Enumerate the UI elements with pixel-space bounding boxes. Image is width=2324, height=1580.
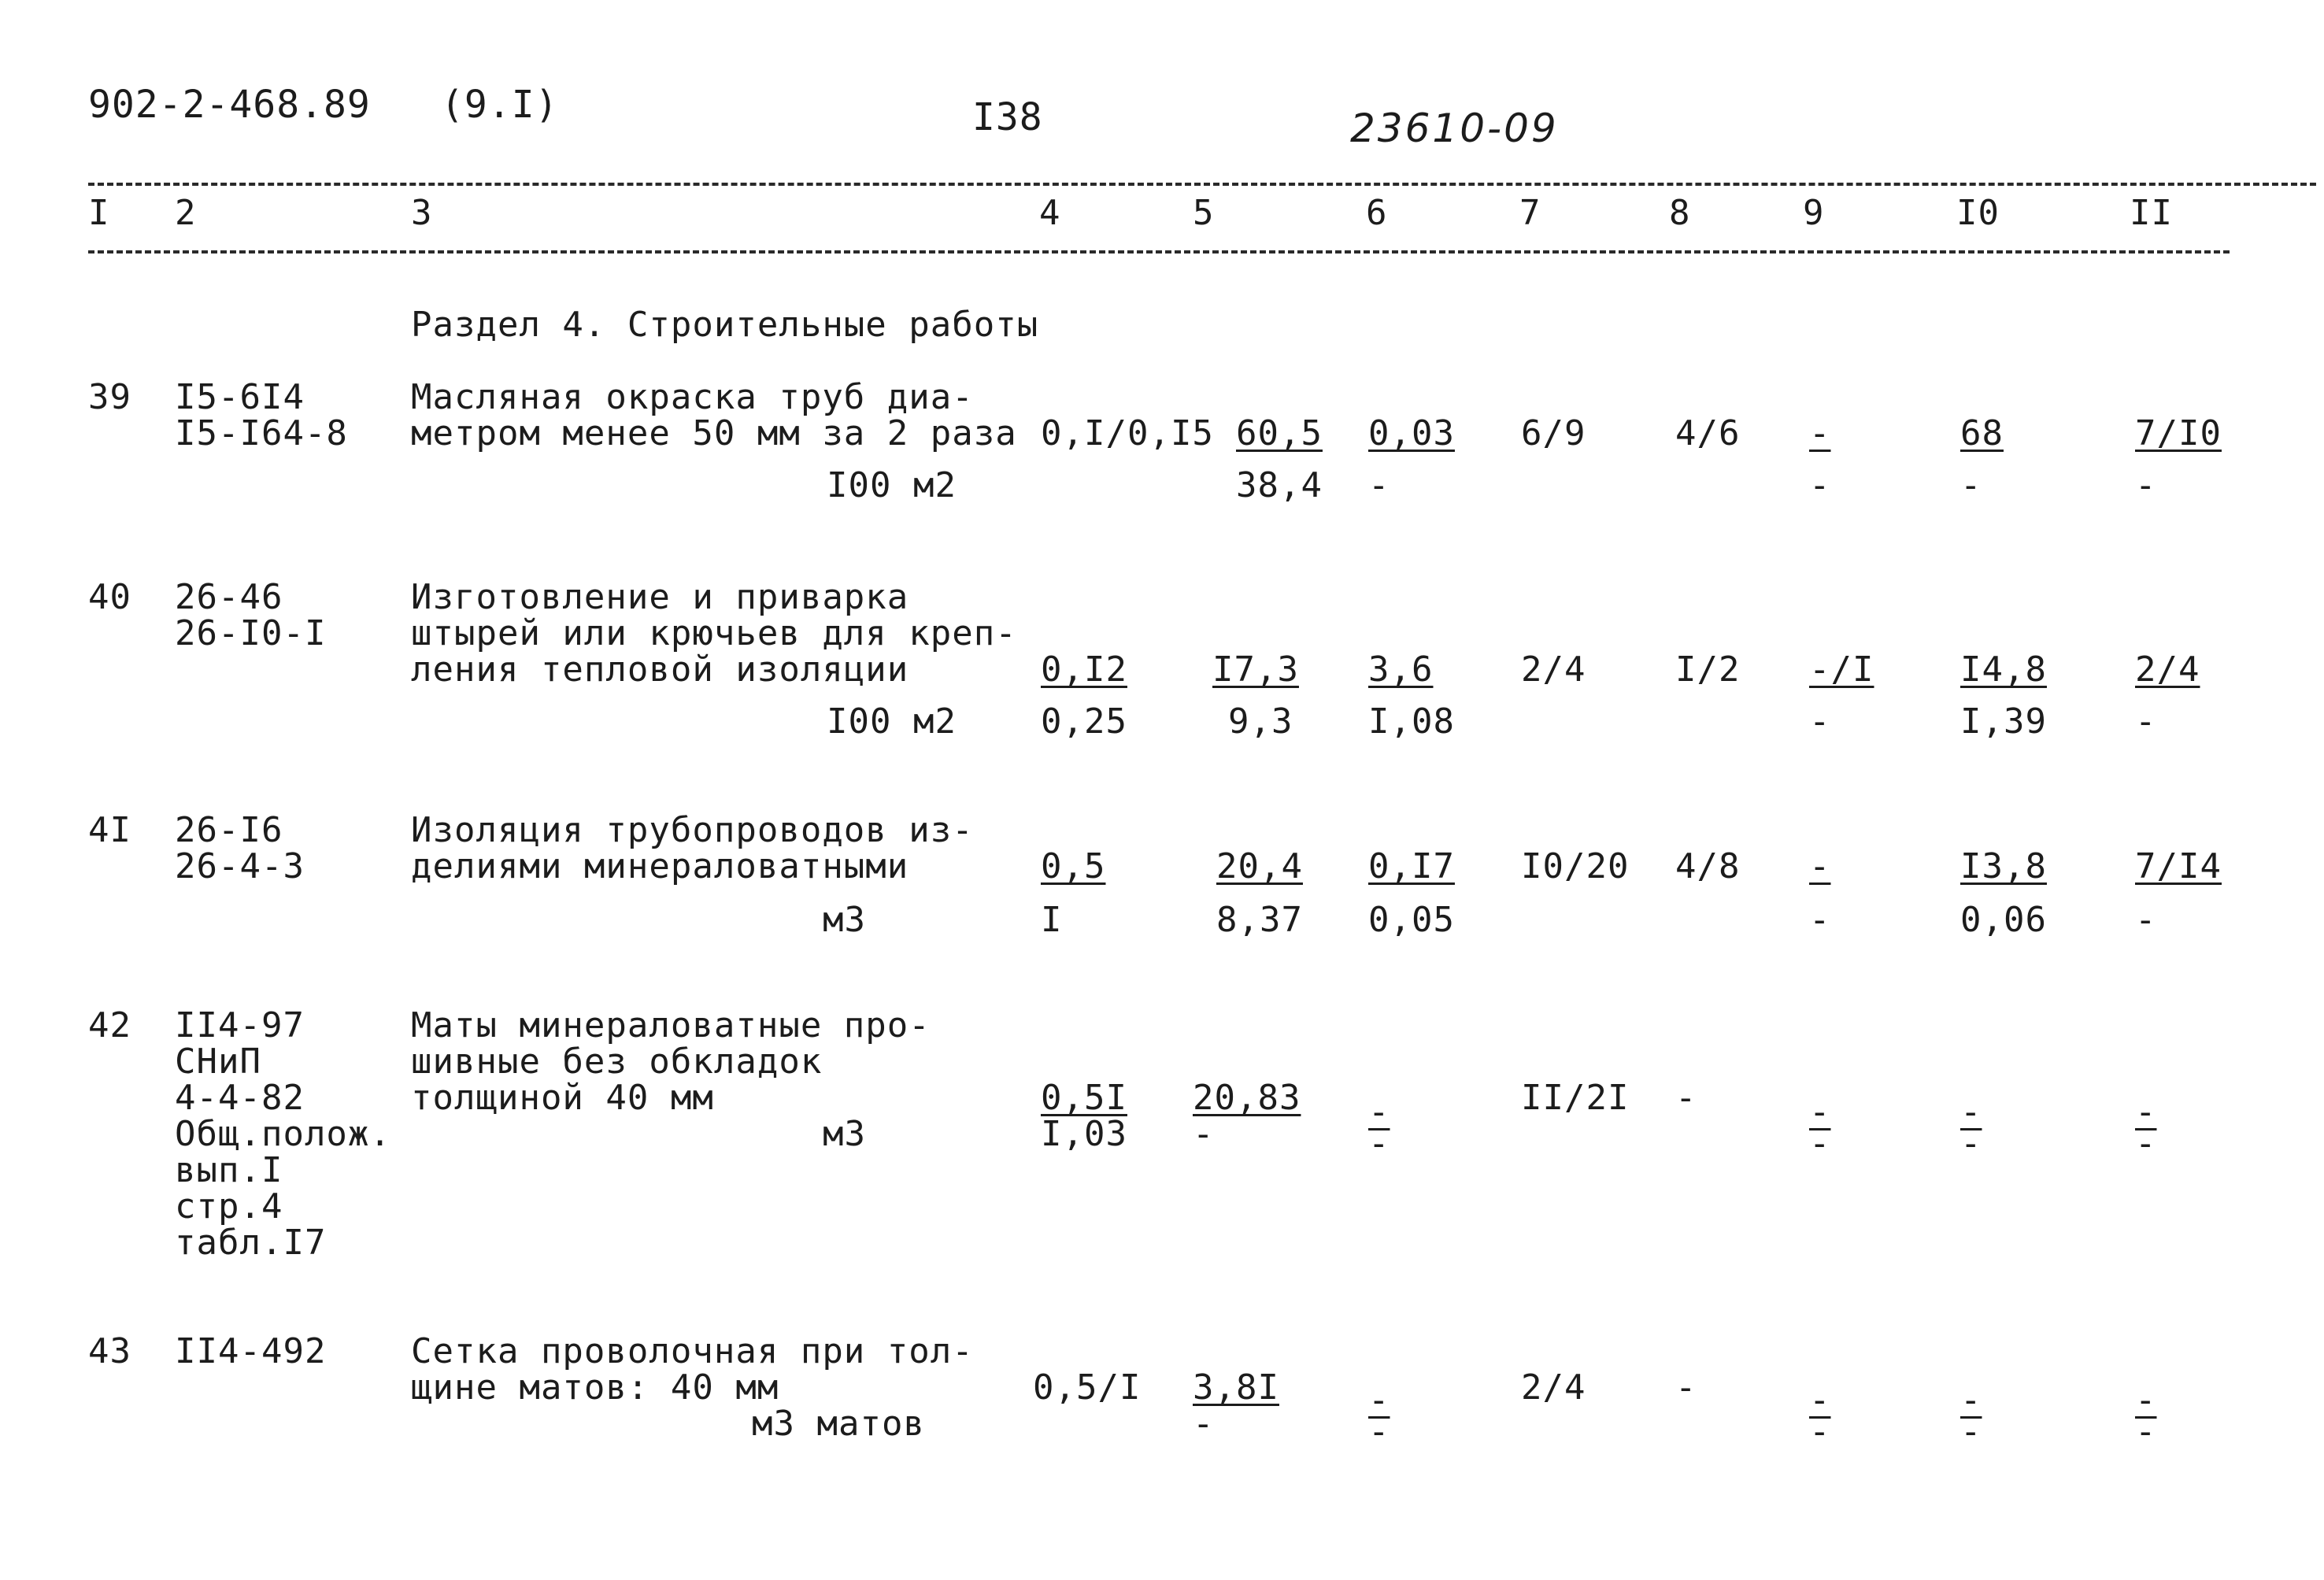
row-code: Общ.полож.	[175, 1114, 391, 1154]
cell-col9-top: -	[1809, 846, 1831, 886]
col-header-8: 8	[1669, 193, 1691, 233]
cell-col9-top: -	[1809, 1092, 1831, 1132]
col-header-11: II	[2130, 193, 2173, 233]
cell-col9-top: -	[1809, 1380, 1831, 1420]
row-description: толщиной 40 мм	[411, 1078, 714, 1118]
cell-col4-bottom: 0,25	[1041, 701, 1127, 742]
cell-col7: 6/9	[1521, 413, 1586, 453]
row-description: штырей или крючьев для креп-	[411, 613, 1017, 653]
row-description: Изготовление и приварка	[411, 577, 909, 617]
cell-col9-bottom: -	[1809, 900, 1831, 940]
col-header-4: 4	[1039, 193, 1061, 233]
cell-col11-top: -	[2135, 1380, 2157, 1420]
row-number: 42	[88, 1005, 131, 1045]
cell-col11-bottom: -	[2135, 1412, 2157, 1452]
cell-col4-bottom: I	[1041, 900, 1063, 940]
cell-col6-bottom: -	[1368, 1412, 1390, 1452]
cell-col5-bottom: -	[1193, 1114, 1215, 1154]
cell-col10-bottom: -	[1960, 1412, 1982, 1452]
cell-col4: 0,5/I	[1033, 1367, 1142, 1408]
cell-col8: -	[1675, 1078, 1697, 1118]
cell-col9-bottom: -	[1809, 465, 1831, 505]
row-unit: м3	[823, 1114, 866, 1154]
cell-col10-top: -	[1960, 1092, 1982, 1132]
row-description: Масляная окраска труб диа-	[411, 377, 974, 417]
row-description: Изоляция трубопроводов из-	[411, 810, 974, 850]
row-code: 26-4-3	[175, 846, 305, 886]
cell-col8: 4/6	[1675, 413, 1741, 453]
row-code: I5-I64-8	[175, 413, 348, 453]
section-title: Раздел 4. Строительные работы	[411, 305, 1039, 345]
row-code: стр.4	[175, 1186, 283, 1227]
row-code: I5-6I4	[175, 377, 305, 417]
cell-col5-top: 3,8I	[1193, 1367, 1279, 1408]
row-number: 4I	[88, 810, 131, 850]
doc-code: 902-2-468.89	[88, 83, 371, 127]
row-unit: м3 матов	[752, 1404, 925, 1444]
cell-col10-bottom: -	[1960, 1123, 1982, 1164]
cell-col8: I/2	[1675, 649, 1741, 690]
cell-col11-bottom: -	[2135, 465, 2157, 505]
cell-col11-top: 7/I4	[2135, 846, 2222, 886]
cell-col10-top: I4,8	[1960, 649, 2047, 690]
header-top-rule	[88, 183, 2316, 186]
cell-col6-top: -	[1368, 1092, 1390, 1132]
cell-col5-top: I7,3	[1212, 649, 1299, 690]
cell-col9-top: -	[1809, 413, 1831, 453]
cell-col7: 2/4	[1521, 649, 1586, 690]
row-description: щине матов: 40 мм	[411, 1367, 779, 1408]
row-description: Маты минераловатные про-	[411, 1005, 931, 1045]
doc-number: 23610-09	[1350, 105, 1559, 151]
cell-col8: 4/8	[1675, 846, 1741, 886]
cell-col5-top: 20,4	[1216, 846, 1303, 886]
cell-col7: 2/4	[1521, 1367, 1586, 1408]
row-code: 26-I0-I	[175, 613, 327, 653]
row-code: табл.I7	[175, 1223, 327, 1263]
cell-col9-bottom: -	[1809, 1123, 1831, 1164]
col-header-6: 6	[1366, 193, 1388, 233]
cell-col4: 0,I/0,I5	[1041, 413, 1214, 453]
row-code: 26-46	[175, 577, 283, 617]
row-unit: I00 м2	[827, 701, 957, 742]
cell-col6-top: 0,03	[1368, 413, 1455, 453]
row-description: делиями минераловатными	[411, 846, 909, 886]
cell-col9-top: -/I	[1809, 649, 1874, 690]
row-description: шивные без обкладок	[411, 1042, 823, 1082]
cell-col6-top: 0,I7	[1368, 846, 1455, 886]
cell-col10-top: 68	[1960, 413, 2004, 453]
cell-col6-bottom: -	[1368, 465, 1390, 505]
row-code: 26-I6	[175, 810, 283, 850]
cell-col10-top: -	[1960, 1380, 1982, 1420]
row-number: 43	[88, 1331, 131, 1371]
col-header-2: 2	[175, 193, 197, 233]
cell-col6-bottom: 0,05	[1368, 900, 1455, 940]
row-number: 39	[88, 377, 131, 417]
cell-col10-bottom: -	[1960, 465, 1982, 505]
cell-col11-bottom: -	[2135, 900, 2157, 940]
cell-col6-bottom: -	[1368, 1123, 1390, 1164]
cell-col6-top: 3,6	[1368, 649, 1434, 690]
cell-col5-top: 60,5	[1236, 413, 1323, 453]
row-code: 4-4-82	[175, 1078, 305, 1118]
cell-col10-bottom: I,39	[1960, 701, 2047, 742]
col-header-7: 7	[1519, 193, 1541, 233]
col-header-9: 9	[1803, 193, 1825, 233]
row-unit: I00 м2	[827, 465, 957, 505]
cell-col11-bottom: -	[2135, 701, 2157, 742]
cell-col10-bottom: 0,06	[1960, 900, 2047, 940]
col-header-5: 5	[1193, 193, 1215, 233]
cell-col5-top: 20,83	[1193, 1078, 1301, 1118]
cell-col6-top: -	[1368, 1380, 1390, 1420]
cell-col7: II/2I	[1521, 1078, 1630, 1118]
cell-col8: -	[1675, 1367, 1697, 1408]
row-description: ления тепловой изоляции	[411, 649, 909, 690]
cell-col4-top: 0,5I	[1041, 1078, 1127, 1118]
section-code: (9.I)	[441, 83, 559, 127]
cell-col11-top: -	[2135, 1092, 2157, 1132]
row-number: 40	[88, 577, 131, 617]
cell-col4-top: 0,I2	[1041, 649, 1127, 690]
cell-col11-top: 7/I0	[2135, 413, 2222, 453]
row-code: СНиП	[175, 1042, 261, 1082]
col-header-3: 3	[411, 193, 433, 233]
cell-col5-bottom: 9,3	[1228, 701, 1293, 742]
cell-col6-bottom: I,08	[1368, 701, 1455, 742]
cell-col9-bottom: -	[1809, 701, 1831, 742]
cell-col4-top: 0,5	[1041, 846, 1106, 886]
row-code: вып.I	[175, 1150, 283, 1190]
cell-col9-bottom: -	[1809, 1412, 1831, 1452]
cell-col11-bottom: -	[2135, 1123, 2157, 1164]
row-code: II4-97	[175, 1005, 305, 1045]
row-description: Сетка проволочная при тол-	[411, 1331, 974, 1371]
cell-col5-bottom: -	[1193, 1404, 1215, 1444]
col-header-10: I0	[1956, 193, 2000, 233]
row-code: II4-492	[175, 1331, 327, 1371]
col-header-1: I	[88, 193, 110, 233]
header-bottom-rule	[88, 250, 2230, 253]
row-description: метром менее 50 мм за 2 раза	[411, 413, 1017, 453]
cell-col5-bottom: 8,37	[1216, 900, 1303, 940]
row-unit: м3	[823, 900, 866, 940]
cell-col5-bottom: 38,4	[1236, 465, 1323, 505]
cell-col7: I0/20	[1521, 846, 1630, 886]
cell-col10-top: I3,8	[1960, 846, 2047, 886]
cell-col4-bottom: I,03	[1041, 1114, 1127, 1154]
cell-col11-top: 2/4	[2135, 649, 2200, 690]
page-number: I38	[972, 95, 1043, 139]
